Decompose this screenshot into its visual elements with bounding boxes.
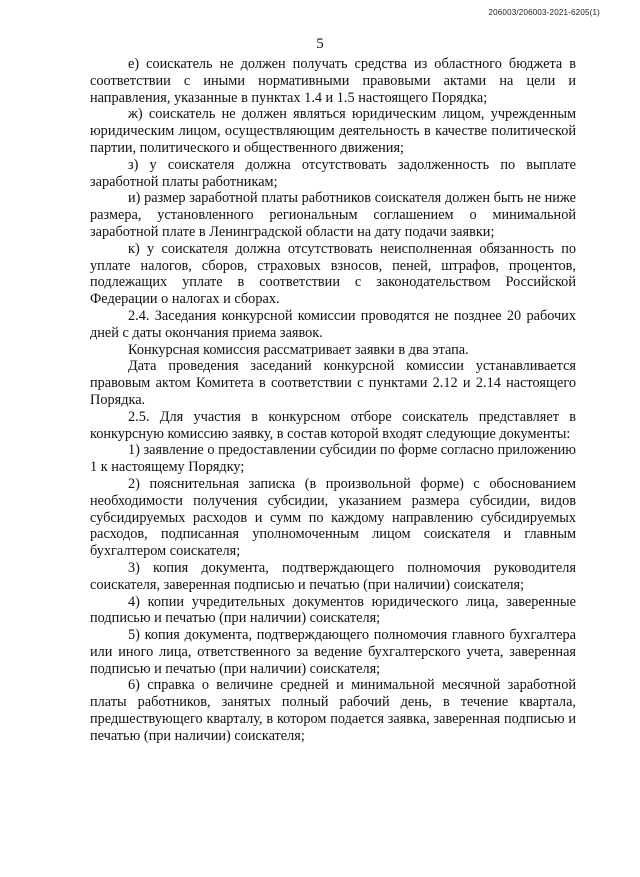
paragraph-2-4: 2.4. Заседания конкурсной комиссии проводятся не позднее 20 рабочих дней с даты окончания приема заявок. (90, 307, 576, 341)
paragraph-z: з) у соискателя должна отсутствовать задолженность по выплате заработной платы работникам; (90, 156, 576, 190)
document-id: 206003/206003-2021-6205(1) (488, 8, 600, 17)
document-body (90, 56, 576, 745)
list-item-3: 3) копия документа, подтверждающего полномочия руководителя соискателя, заверенная подписью и печатью (при наличии) соискателя; (90, 559, 576, 593)
paragraph-two-stages: Конкурсная комиссия рассматривает заявки в два этапа. (128, 341, 469, 358)
list-item-2: 2) пояснительная записка (в произвольной форме) с обоснованием необходимости получения субсидии, указанием размера субсидии, видов субсидируемых расходов и сумм по каждому направлению субсидируемых расходов, подписанная уполномоченным лицом соискателя и главным бухгалтером соискателя; (90, 475, 576, 560)
paragraph-2-5: 2.5. Для участия в конкурсном отборе соискатель представляет в конкурсную комиссию заявку, в состав которой входят следующие документы: (90, 408, 576, 442)
page-number: 5 (316, 36, 324, 52)
list-item-1: 1) заявление о предоставлении субсидии по форме согласно приложению 1 к настоящему Порядку; (90, 442, 576, 476)
list-item-4: 4) копии учредительных документов юридического лица, заверенные подписью и печатью (при наличии) соискателя; (90, 593, 576, 627)
list-item-5: 5) копия документа, подтверждающего полномочия главного бухгалтера или иного лица, ответственного за ведение бухгалтерского учета, заверенная подписью и печатью (при наличии) соискателя; (90, 627, 576, 677)
paragraph-meeting-date: Дата проведения заседаний конкурсной комиссии устанавливается правовым актом Комитета в соответствии с пунктами 2.12 и 2.14 настоящего Порядка. (90, 358, 576, 408)
paragraph-i: и) размер заработной платы работников соискателя должен быть не ниже размера, установленного региональным соглашением о минимальной заработной плате в Ленинградской области на дату подачи заявки; (90, 190, 576, 240)
paragraph-e: е) соискатель не должен получать средства из областного бюджета в соответствии с иными нормативными правовыми актами на цели и направления, указанные в пунктах 1.4 и 1.5 настоящего Порядка; (90, 56, 576, 106)
paragraph-k: к) у соискателя должна отсутствовать неисполненная обязанность по уплате налогов, сборов, страховых взносов, пеней, штрафов, процентов, подлежащих уплате в соответствии с законодательством Российской Федерации о налогах и сборах. (90, 240, 576, 308)
list-item-6: 6) справка о величине средней и минимальной месячной заработной платы работников, занятых полный рабочий день, в течение квартала, предшествующего кварталу, в котором подается заявка, заверенная подписью и печатью (при наличии) соискателя; (90, 677, 576, 744)
paragraph-zh: ж) соискатель не должен являться юридическим лицом, учрежденным юридическим лицом, осуществляющим деятельность в качестве политической партии, политического и общественного движения; (90, 106, 576, 156)
